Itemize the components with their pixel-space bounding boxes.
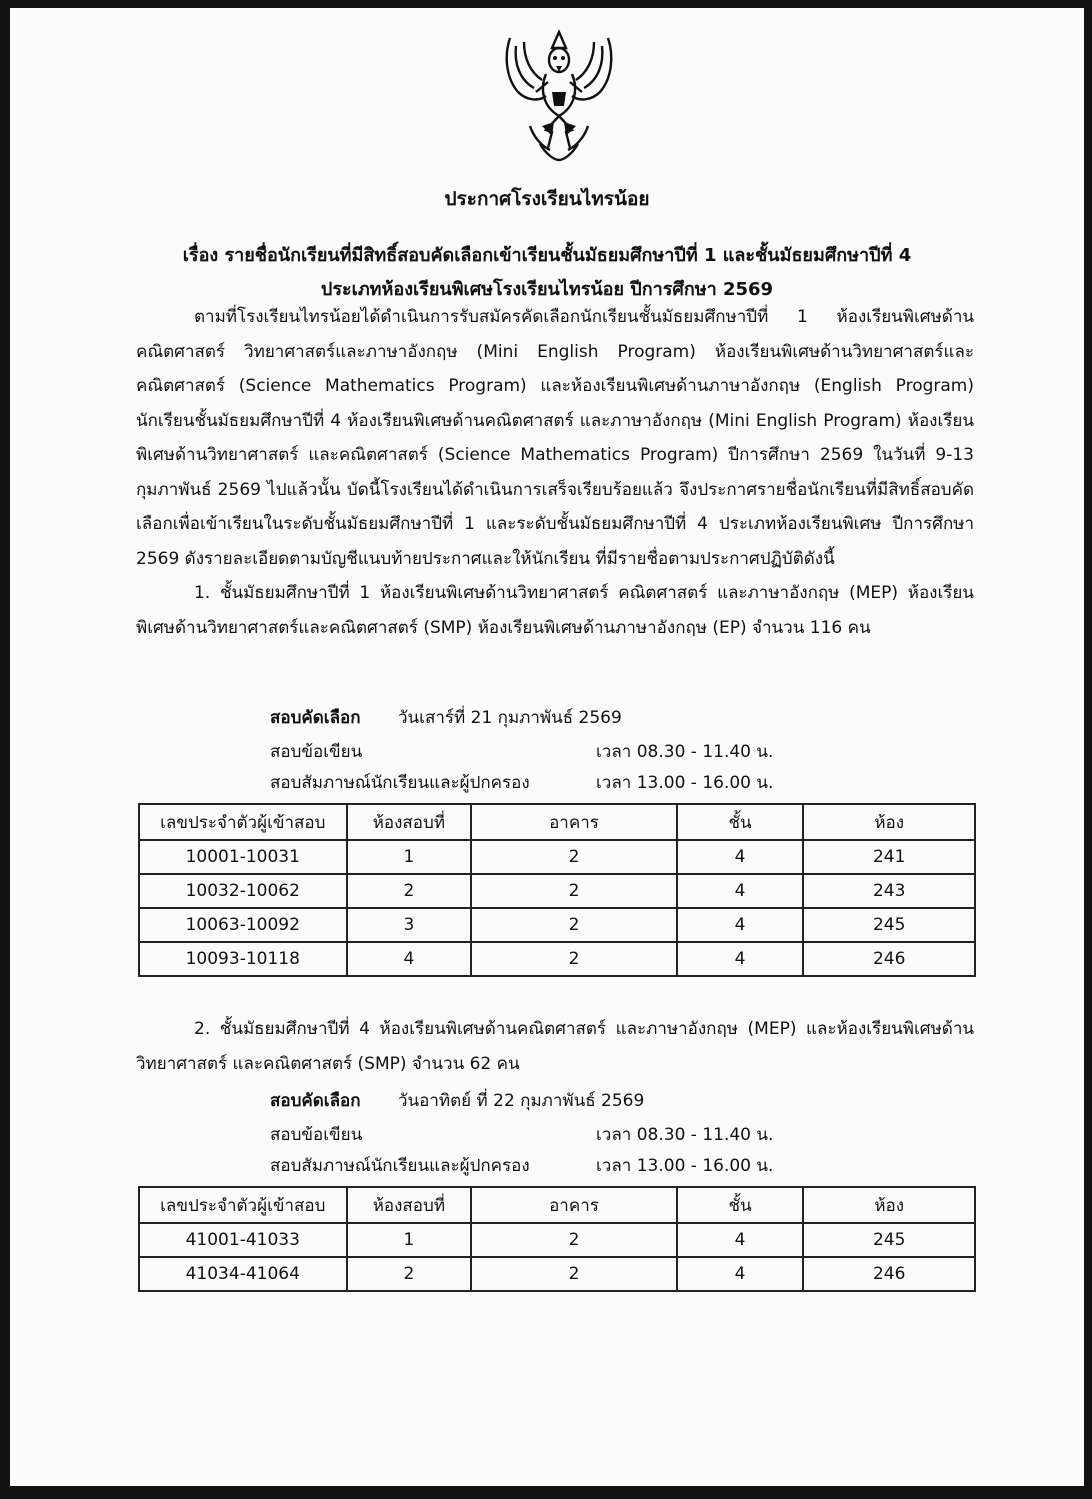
column-header: ห้องสอบที่ bbox=[347, 1187, 472, 1223]
subject-line-2: ประเภทห้องเรียนพิเศษโรงเรียนไทรน้อย ปีการศึกษา 2569 bbox=[320, 279, 774, 300]
table-cell: 4 bbox=[677, 874, 804, 908]
table-row bbox=[139, 908, 975, 942]
item-2-text bbox=[136, 1012, 974, 1081]
table-cell: 4 bbox=[677, 908, 804, 942]
column-header: ชั้น bbox=[677, 804, 804, 840]
table-cell: 2 bbox=[471, 1223, 677, 1257]
table-cell: 41001-41033 bbox=[139, 1223, 347, 1257]
item-1-paragraph: 1. ชั้นมัธยมศึกษาปีที่ 1 ห้องเรียนพิเศษด้านวิทยาศาสตร์ คณิตศาสตร์ และภาษาอังกฤษ (MEP) ห้องเรียนพิเศษด้านวิทยาศาสตร์และคณิตศาสตร์ (SMP) ห้องเรียนพิเศษด้านภาษาอังกฤษ (EP) จำนวน 116 คน bbox=[136, 583, 974, 638]
table-row bbox=[139, 1223, 975, 1257]
table-cell: 241 bbox=[803, 840, 975, 874]
document-page bbox=[10, 8, 1084, 1486]
garuda-emblem-icon bbox=[496, 26, 622, 166]
exam-date-2: วันอาทิตย์ ที่ 22 กุมภาพันธ์ 2569 bbox=[398, 1091, 645, 1111]
exam-label-1: สอบคัดเลือก bbox=[270, 708, 361, 728]
written-label-2: สอบข้อเขียน bbox=[270, 1125, 363, 1145]
table-cell: 2 bbox=[347, 1257, 472, 1291]
interview-time-2: เวลา 13.00 - 16.00 น. bbox=[596, 1156, 774, 1176]
table-cell: 10063-10092 bbox=[139, 908, 347, 942]
exam-room-table-1 bbox=[138, 803, 976, 977]
written-time-2: เวลา 08.30 - 11.40 น. bbox=[596, 1125, 774, 1145]
table-row bbox=[139, 840, 975, 874]
table-cell: 246 bbox=[803, 942, 975, 976]
table-header-row bbox=[139, 1187, 975, 1223]
table-cell: 10001-10031 bbox=[139, 840, 347, 874]
table-cell: 245 bbox=[803, 908, 975, 942]
table-cell: 10032-10062 bbox=[139, 874, 347, 908]
interview-time-1: เวลา 13.00 - 16.00 น. bbox=[596, 773, 774, 793]
exam-label-2: สอบคัดเลือก bbox=[270, 1091, 361, 1111]
table-cell: 4 bbox=[677, 840, 804, 874]
table-cell: 3 bbox=[347, 908, 472, 942]
table-cell: 4 bbox=[677, 1257, 804, 1291]
intro-paragraph: ตามที่โรงเรียนไทรน้อยได้ดำเนินการรับสมัครคัดเลือกนักเรียนชั้นมัธยมศึกษาปีที่ 1 ห้องเรียนพิเศษด้านคณิตศาสตร์ วิทยาศาสตร์และภาษาอังกฤษ (Mini English Program) ห้องเรียนพิเศษด้านวิทยาศาสตร์และคณิตศาสตร์ (Science Mathematics Program) และห้องเรียนพิเศษด้านภาษาอังกฤษ (English Program) นักเรียนชั้นมัธยมศึกษาปีที่ 4 ห้องเรียนพิเศษด้านคณิตศาสตร์ และภาษาอังกฤษ (Mini English Program) ห้องเรียนพิเศษด้านวิทยาศาสตร์ และคณิตศาสตร์ (Science Mathematics Program) ปีการศึกษา 2569 ในวันที่ 9-13 กุมภาพันธ์ 2569 ไปแล้วนั้น บัดนี้โรงเรียนได้ดำเนินการเสร็จเรียบร้อยแล้ว จึงประกาศรายชื่อนักเรียนที่มีสิทธิ์สอบคัดเลือกเพื่อเข้าเรียนในระดับชั้นมัธยมศึกษาปีที่ 1 และระดับชั้นมัธยมศึกษาปีที่ 4 ประเภทห้องเรียนพิเศษ ปีการศึกษา 2569 ดังรายละเอียดตามบัญชีแนบท้ายประกาศและให้นักเรียน ที่มีรายชื่อตามประกาศปฏิบัติดังนี้ bbox=[136, 307, 974, 569]
table-cell: 243 bbox=[803, 874, 975, 908]
table-cell: 4 bbox=[347, 942, 472, 976]
table-cell: 41034-41064 bbox=[139, 1257, 347, 1291]
body-text bbox=[136, 300, 974, 645]
column-header: อาคาร bbox=[471, 804, 677, 840]
table-cell: 2 bbox=[347, 874, 472, 908]
table-cell: 4 bbox=[677, 942, 804, 976]
written-label-1: สอบข้อเขียน bbox=[270, 742, 363, 762]
subject-line-1: เรื่อง รายชื่อนักเรียนที่มีสิทธิ์สอบคัดเลือกเข้าเรียนชั้นมัธยมศึกษาปีที่ 1 และชั้นมัธยมศึกษาปีที่ 4 bbox=[182, 245, 912, 266]
table-cell: 2 bbox=[471, 840, 677, 874]
table-cell: 4 bbox=[677, 1223, 804, 1257]
column-header: ชั้น bbox=[677, 1187, 804, 1223]
column-header: เลขประจำตัวผู้เข้าสอบ bbox=[139, 1187, 347, 1223]
table-cell: 10093-10118 bbox=[139, 942, 347, 976]
table-cell: 246 bbox=[803, 1257, 975, 1291]
exam-date-1: วันเสาร์ที่ 21 กุมภาพันธ์ 2569 bbox=[398, 708, 622, 728]
table-cell: 1 bbox=[347, 1223, 472, 1257]
table-row bbox=[139, 874, 975, 908]
table-cell: 2 bbox=[471, 908, 677, 942]
column-header: เลขประจำตัวผู้เข้าสอบ bbox=[139, 804, 347, 840]
table-cell: 2 bbox=[471, 942, 677, 976]
column-header: อาคาร bbox=[471, 1187, 677, 1223]
interview-label-2: สอบสัมภาษณ์นักเรียนและผู้ปกครอง bbox=[270, 1156, 530, 1176]
column-header: ห้อง bbox=[803, 804, 975, 840]
exam-room-table-2 bbox=[138, 1186, 976, 1292]
table-cell: 1 bbox=[347, 840, 472, 874]
table-header-row bbox=[139, 804, 975, 840]
table-row bbox=[139, 942, 975, 976]
column-header: ห้อง bbox=[803, 1187, 975, 1223]
announcement-title: ประกาศโรงเรียนไทรน้อย bbox=[444, 188, 650, 210]
table-row bbox=[139, 1257, 975, 1291]
table-cell: 2 bbox=[471, 874, 677, 908]
item-2-paragraph: 2. ชั้นมัธยมศึกษาปีที่ 4 ห้องเรียนพิเศษด้านคณิตศาสตร์ และภาษาอังกฤษ (MEP) และห้องเรียนพิเศษด้านวิทยาศาสตร์ และคณิตศาสตร์ (SMP) จำนวน 62 คน bbox=[136, 1019, 974, 1074]
written-time-1: เวลา 08.30 - 11.40 น. bbox=[596, 742, 774, 762]
table-cell: 2 bbox=[471, 1257, 677, 1291]
interview-label-1: สอบสัมภาษณ์นักเรียนและผู้ปกครอง bbox=[270, 773, 530, 793]
column-header: ห้องสอบที่ bbox=[347, 804, 472, 840]
table-cell: 245 bbox=[803, 1223, 975, 1257]
